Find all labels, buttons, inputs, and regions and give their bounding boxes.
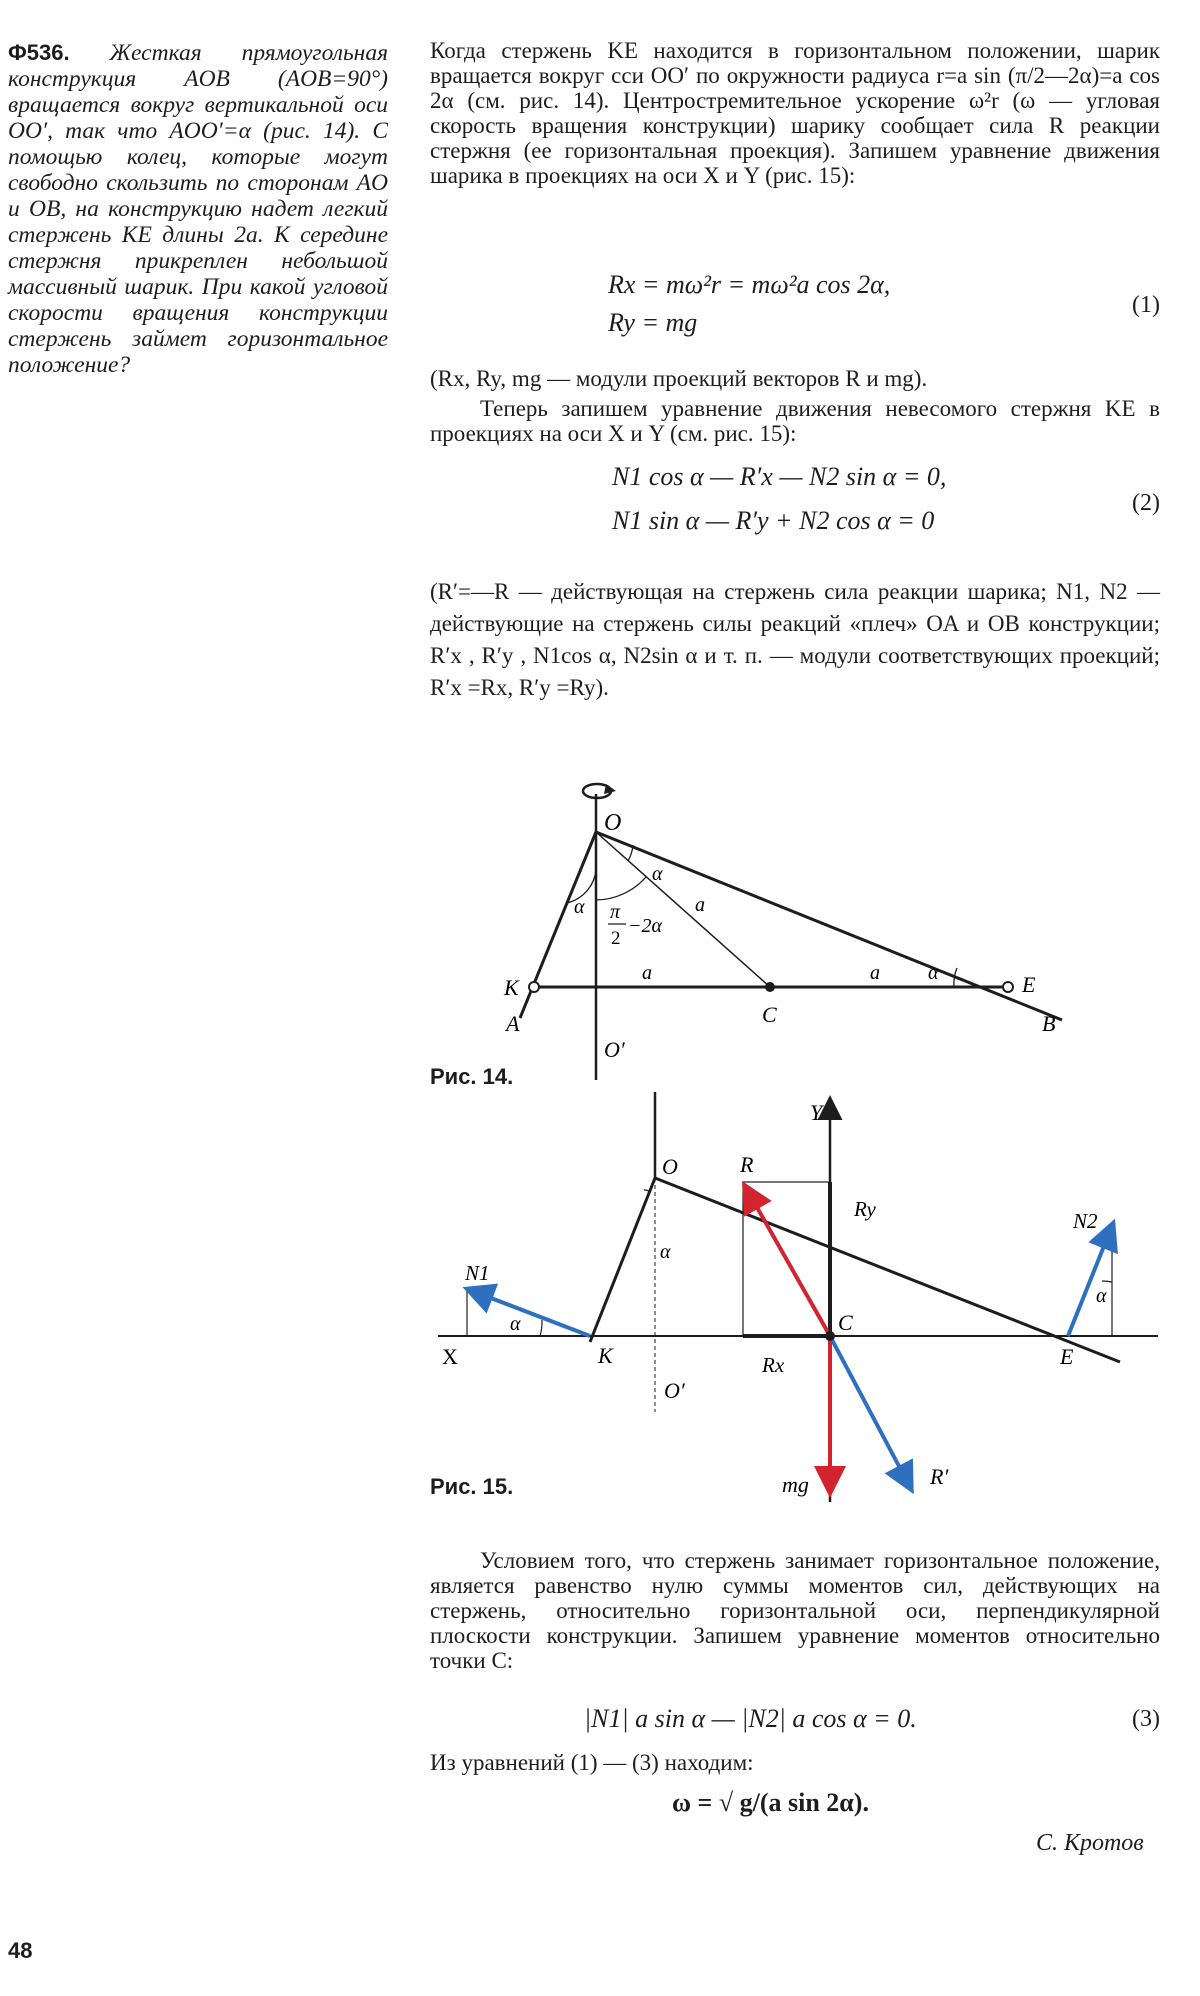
equation-3-number: (3) bbox=[1132, 1706, 1160, 1732]
fig14-a-right: a bbox=[870, 962, 880, 984]
fig14-alpha-e: α bbox=[928, 962, 939, 984]
figure-14 bbox=[430, 780, 1070, 1090]
fig15-label-N1: N1 bbox=[465, 1261, 490, 1285]
solution-paragraph-6: Из уравнений (1) — (3) находим: bbox=[430, 1750, 754, 1775]
equation-1b: Ry = mg bbox=[608, 308, 698, 337]
fig14-label-A: A bbox=[506, 1011, 520, 1036]
fig14-a-left: a bbox=[642, 962, 652, 984]
fig14-minus-2a: −2α bbox=[628, 915, 662, 937]
fig15-alpha-e: α bbox=[1096, 1285, 1107, 1307]
fig15-label-Y: Y bbox=[810, 1100, 823, 1125]
problem-number: Ф536. bbox=[8, 40, 70, 65]
fig15-label-K: K bbox=[598, 1343, 613, 1368]
fig14-a-oc: a bbox=[695, 894, 705, 916]
figure-15 bbox=[430, 1092, 1170, 1502]
equation-2-number: (2) bbox=[1132, 490, 1160, 516]
fig15-label-R: R bbox=[740, 1152, 754, 1177]
fig15-label-N2: N2 bbox=[1073, 1209, 1098, 1233]
problem-text: Жесткая прямоугольная конструкция AOB (AOB=90°) вращается вокруг вертикальной оси OO′, так что AOO′=α (рис. 14). С помощью колец, которые могут свободно скользить по сторонам AO и OB, на конструкцию надет легкий стержень KE длины 2a. К середине стержня прикреплен небольшой массивный шарик. При какой угловой скорости вращения конструкции стержень займет горизонтальное положение? bbox=[8, 40, 389, 378]
fig14-alpha-left: α bbox=[574, 896, 585, 918]
fig14-label-O-prime: O′ bbox=[604, 1037, 625, 1062]
equation-3: |N1| a sin α — |N2| a cos α = 0. bbox=[584, 1704, 917, 1733]
figure-14-caption: Рис. 14. bbox=[430, 1064, 514, 1089]
solution-paragraph-3: Теперь запишем уравнение движения невесомого стержня KE в проекциях на оси X и Y (см. рис. 15): bbox=[430, 396, 1160, 446]
fig15-label-O: O bbox=[662, 1154, 678, 1179]
fig14-two: 2 bbox=[611, 928, 621, 949]
solution-paragraph-4: (R′=—R — действующая на стержень сила реакции шарика; N1, N2 — действующие на стержень силы реакций «плеч» OA и OB конструкции; R′x , R′y , N1cos α, N2sin α и т. п. — модули соответствующих проекций; R′x =Rx, R′y =Ry). bbox=[430, 579, 1160, 700]
equation-2a: N1 cos α — R′x — N2 sin α = 0, bbox=[612, 462, 947, 491]
fig15-label-X: X bbox=[442, 1344, 458, 1369]
fig14-label-C: C bbox=[762, 1002, 777, 1027]
fig14-label-B: B bbox=[1042, 1011, 1056, 1036]
problem-statement bbox=[8, 40, 388, 378]
fig15-label-Ry: Ry bbox=[854, 1197, 876, 1221]
solution-paragraph-2: (Rx, Ry, mg — модули проекций векторов R и mg). bbox=[430, 366, 928, 391]
fig15-label-O-prime: O′ bbox=[664, 1378, 685, 1403]
fig14-alpha-top: α bbox=[652, 863, 663, 885]
fig14-label-O: O bbox=[604, 810, 622, 836]
fig14-label-E: E bbox=[1022, 972, 1036, 997]
fig14-label-K: K bbox=[504, 975, 519, 1000]
fig15-label-E: E bbox=[1060, 1344, 1074, 1369]
equation-1a: Rx = mω²r = mω²a cos 2α, bbox=[608, 270, 891, 299]
solution-paragraph-5: Условием того, что стержень занимает горизонтальное положение, является равенство нулю суммы моментов сил, действующих на стержень, относительно горизонтальной оси, перпендикулярной плоскости конструкции. Запишем уравнение моментов относительно точки C: bbox=[430, 1548, 1160, 1673]
fig14-pi: π bbox=[610, 901, 621, 923]
figure-15-caption: Рис. 15. bbox=[430, 1474, 514, 1499]
equation-4: ω = √ g/(a sin 2α). bbox=[672, 1788, 869, 1817]
fig15-alpha-k: α bbox=[510, 1313, 521, 1335]
equation-2b: N1 sin α — R′y + N2 cos α = 0 bbox=[612, 506, 935, 535]
page-number: 48 bbox=[8, 1938, 33, 1963]
fig15-alpha-o: α bbox=[660, 1241, 671, 1263]
fig15-label-R-prime: R′ bbox=[930, 1464, 949, 1489]
solution-paragraph-1: Когда стержень KE находится в горизонтальном положении, шарик вращается вокруг сси OO′ по окружности радиуса r=a sin (π/2—2α)=a cos 2α (см. рис. 14). Центростремительное ускорение ω²r (ω — угловая скорость вращения конструкции) шарику сообщает сила R реакции стержня (ее горизонтальная проекция). Запишем уравнение движения шарика в проекциях на оси X и Y (рис. 15): bbox=[430, 38, 1160, 188]
fig15-label-mg: mg bbox=[782, 1472, 809, 1497]
author-signature: С. Кротов bbox=[1036, 1830, 1144, 1856]
fig15-label-C: C bbox=[838, 1310, 853, 1335]
fig15-label-Rx: Rx bbox=[762, 1353, 785, 1377]
equation-1-number: (1) bbox=[1132, 292, 1160, 318]
